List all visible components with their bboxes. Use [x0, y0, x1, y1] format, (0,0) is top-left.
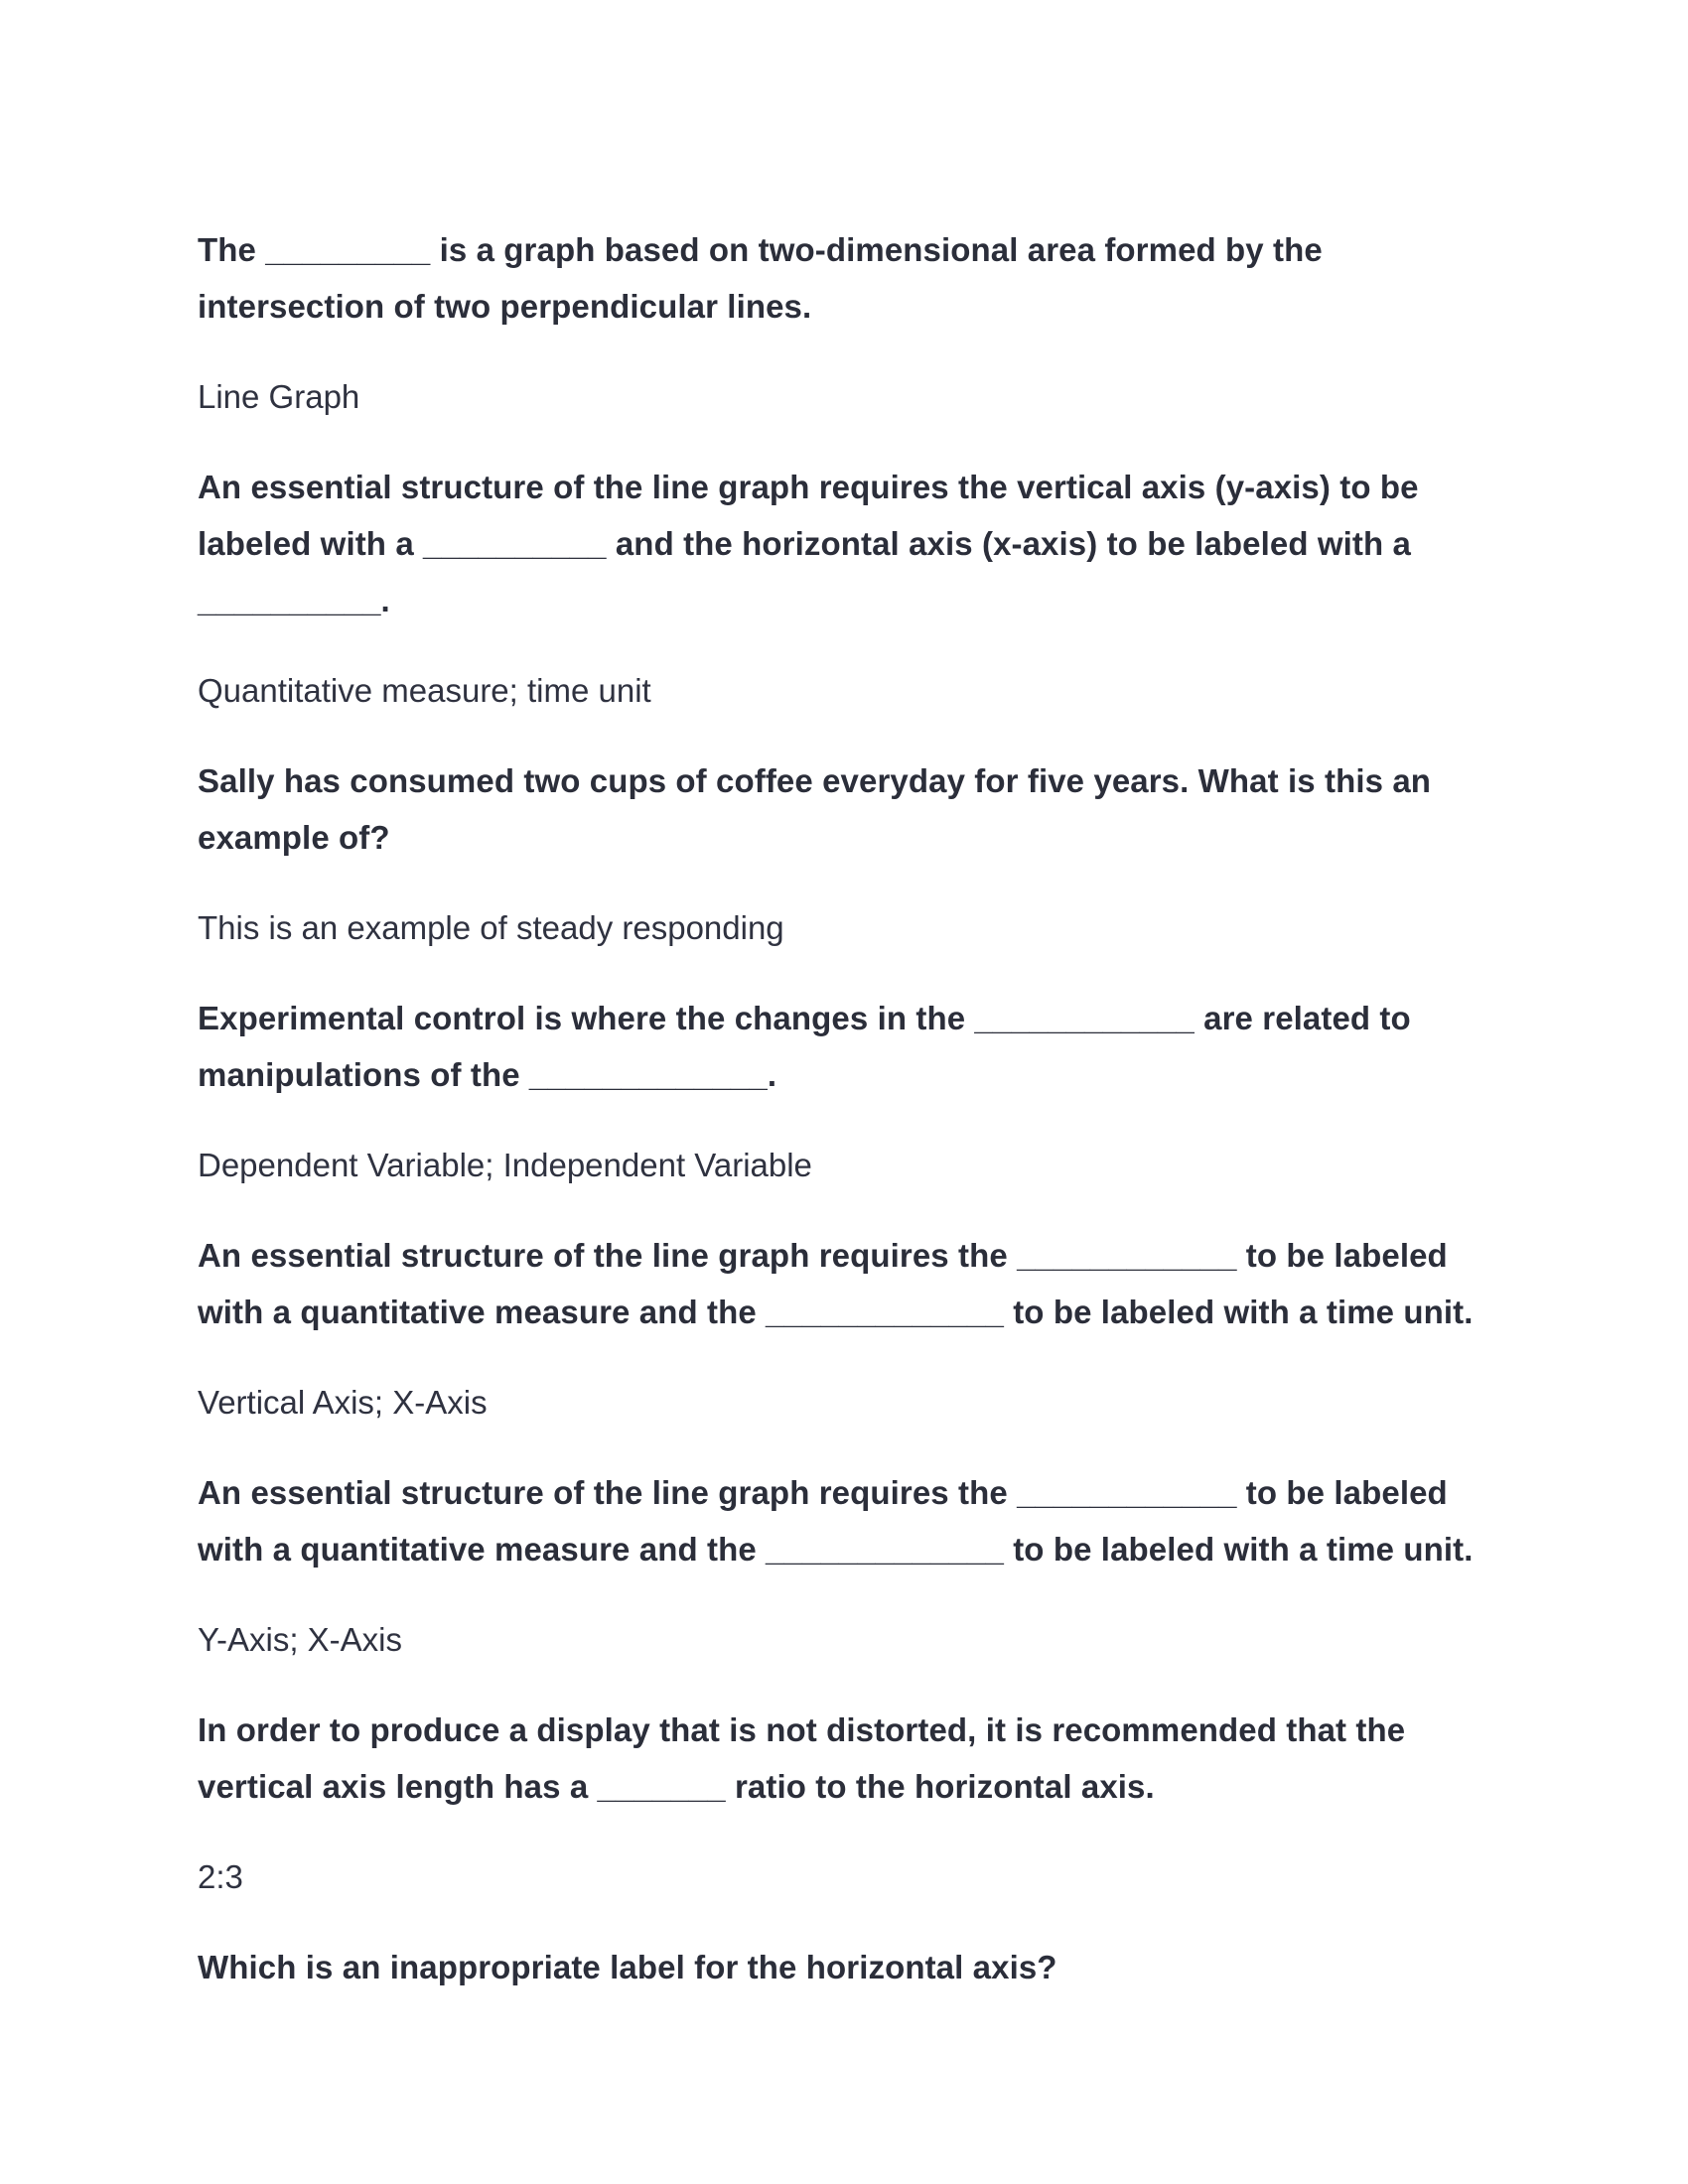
qa-item-2: [198, 459, 1508, 719]
answer-text: Line Graph: [198, 378, 360, 415]
document-page: [198, 189, 1508, 2028]
question-text: In order to produce a display that is not distorted, it is recommended that the vertical axis length has a _______ ratio to the horizontal axis.: [198, 1711, 1406, 1805]
question-text: The _________ is a graph based on two-dimensional area formed by the intersection of two perpendicular lines.: [198, 231, 1323, 325]
question-text: Which is an inappropriate label for the horizontal axis?: [198, 1949, 1057, 1985]
answer-text: 2:3: [198, 1858, 243, 1895]
answer-text: This is an example of steady responding: [198, 909, 784, 946]
qa-item-1: [198, 221, 1508, 425]
question-text: An essential structure of the line graph requires the vertical axis (y-axis) to be labeled with a __________ and the horizontal axis (x-axis) to be labeled with a __________.: [198, 469, 1419, 618]
question-text: Experimental control is where the changes in the ____________ are related to manipulations of the _____________.: [198, 1000, 1411, 1093]
qa-item-5: [198, 1227, 1508, 1431]
question-text: An essential structure of the line graph requires the ____________ to be labeled with a quantitative measure and the _____________ to be labeled with a time unit.: [198, 1474, 1474, 1568]
answer-text: Vertical Axis; X-Axis: [198, 1384, 488, 1421]
question-text: An essential structure of the line graph requires the ____________ to be labeled with a quantitative measure and the _____________ to be labeled with a time unit.: [198, 1237, 1474, 1330]
answer-text: Y-Axis; X-Axis: [198, 1621, 402, 1658]
qa-item-8: [198, 1939, 1508, 1995]
question-text: Sally has consumed two cups of coffee everyday for five years. What is this an example of?: [198, 762, 1432, 856]
answer-text: Quantitative measure; time unit: [198, 672, 651, 709]
qa-item-7: [198, 1702, 1508, 1905]
qa-item-6: [198, 1464, 1508, 1668]
answer-text: Dependent Variable; Independent Variable: [198, 1147, 812, 1183]
qa-item-4: [198, 990, 1508, 1193]
qa-item-3: [198, 752, 1508, 956]
